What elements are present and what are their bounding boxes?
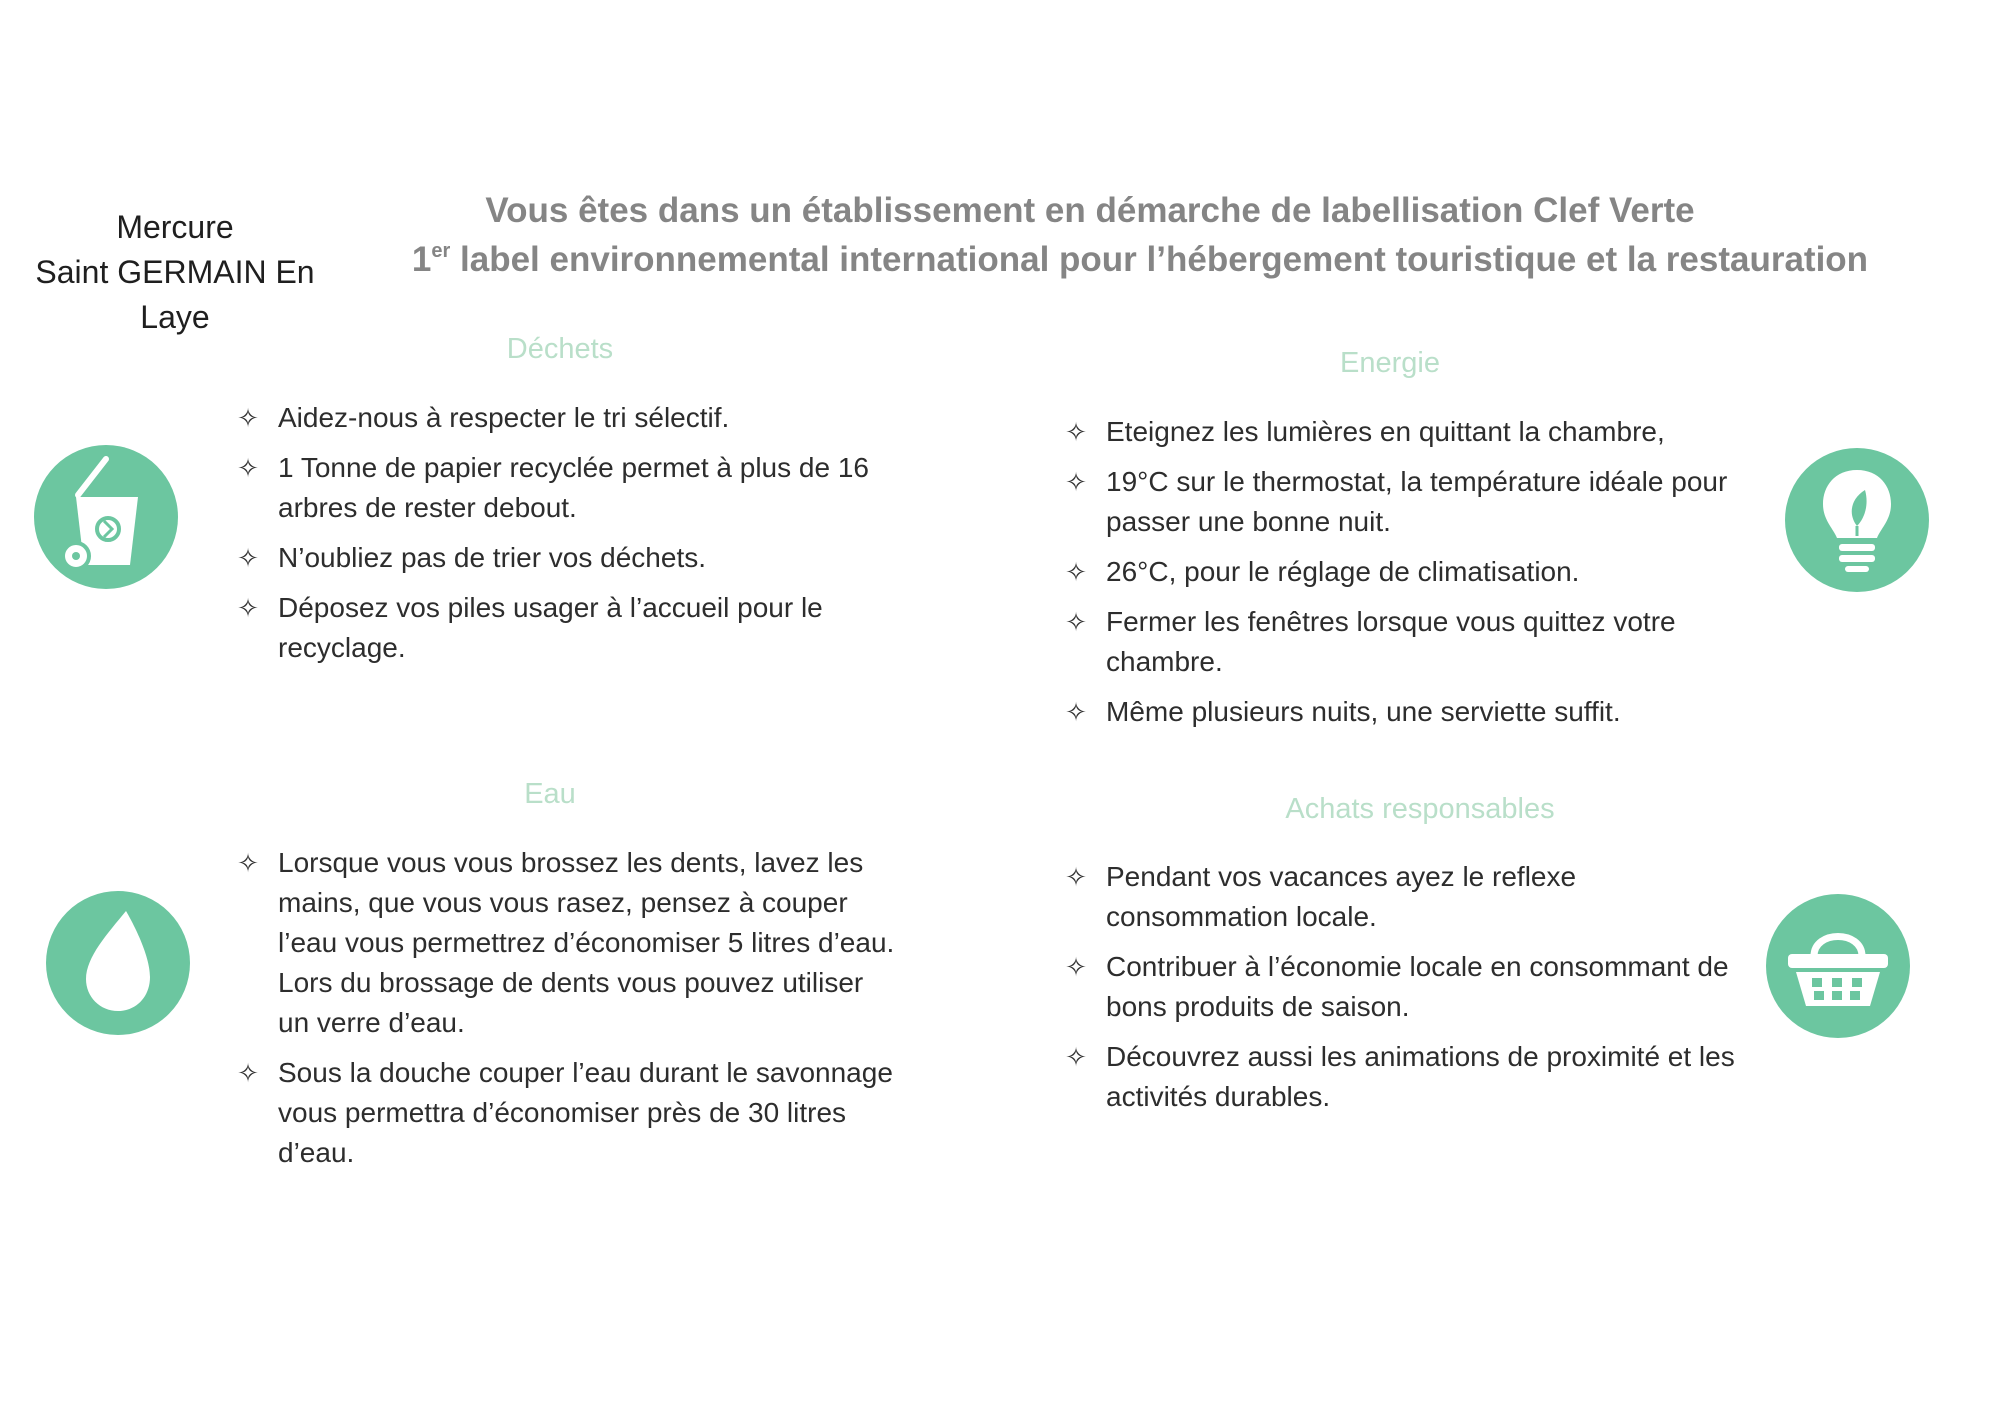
list-item (232, 448, 892, 528)
list-achats (1060, 857, 1760, 1127)
list-item (1060, 602, 1780, 682)
list-item-text: Déposez vos piles usager à l’accueil pour le recyclage. (278, 592, 823, 663)
list-item (1060, 1037, 1760, 1117)
water-drop-icon (46, 891, 190, 1035)
list-item (232, 538, 892, 578)
hotel-name (30, 205, 320, 340)
list-eau (232, 843, 902, 1183)
sparkle-bullet-icon: ✧ (1065, 862, 1087, 892)
headline-title: Vous êtes dans un établissement en démarche de labellisation Clef Verte (485, 191, 1695, 230)
list-item (1060, 552, 1780, 592)
headline-ordinal-number: 1 (411, 240, 432, 279)
list-item (1060, 692, 1780, 732)
hotel-name-line: Mercure (116, 209, 234, 245)
list-item-text: 26°C, pour le réglage de climatisation. (1106, 556, 1580, 587)
list-item-text: Aidez-nous à respecter le tri sélectif. (278, 402, 730, 433)
sparkle-bullet-icon: ✧ (1065, 1042, 1087, 1072)
headline-subtitle-text: label environnemental international pour l’hébergement touristique et la restauration (450, 240, 1869, 279)
list-item (1060, 947, 1760, 1027)
sparkle-bullet-icon: ✧ (237, 1058, 259, 1088)
sparkle-bullet-icon: ✧ (1065, 557, 1087, 587)
list-item (232, 398, 892, 438)
list-item-text: Eteignez les lumières en quittant la chambre, (1106, 416, 1665, 447)
sparkle-bullet-icon: ✧ (237, 403, 259, 433)
list-item (1060, 462, 1780, 542)
list-item-text: Sous la douche couper l’eau durant le savonnage vous permettra d’économiser près de 30 litres d’eau. (278, 1057, 893, 1168)
sparkle-bullet-icon: ✧ (1065, 467, 1087, 497)
recycling-bin-icon (34, 445, 178, 589)
section-title-dechets: Déchets (506, 333, 614, 365)
list-item-text: 1 Tonne de papier recyclée permet à plus de 16 arbres de rester debout. (278, 452, 869, 523)
section-title-energie: Energie (1340, 347, 1440, 379)
headline-subtitle (360, 230, 1920, 281)
headline-ordinal-suffix: er (431, 240, 451, 262)
list-item-text: Même plusieurs nuits, une serviette suffit. (1106, 696, 1621, 727)
sparkle-bullet-icon: ✧ (1065, 607, 1087, 637)
list-item-text: Lorsque vous vous brossez les dents, lavez les mains, que vous vous rasez, pensez à couper l’eau vous permettrez d’économiser 5 litres d’eau. Lors du brossage de dents vous pouvez utiliser un verre d’eau. (278, 847, 895, 1038)
list-item-text: Pendant vos vacances ayez le reflexe consommation locale. (1106, 861, 1577, 932)
sparkle-bullet-icon: ✧ (237, 848, 259, 878)
sparkle-bullet-icon: ✧ (237, 453, 259, 483)
list-item (1060, 857, 1760, 937)
list-item (232, 588, 892, 668)
list-item-text: Contribuer à l’économie locale en consommant de bons produits de saison. (1106, 951, 1729, 1022)
hotel-name-line: Laye (140, 299, 210, 335)
list-item (232, 843, 902, 1043)
sparkle-bullet-icon: ✧ (1065, 417, 1087, 447)
hotel-name-line: Saint GERMAIN En (35, 254, 315, 290)
shopping-basket-icon (1766, 894, 1910, 1038)
list-dechets (232, 398, 892, 678)
section-title-eau: Eau (524, 778, 576, 810)
section-title-achats: Achats responsables (1285, 793, 1555, 825)
list-item (232, 1053, 902, 1173)
list-energie (1060, 412, 1780, 742)
sparkle-bullet-icon: ✧ (1065, 952, 1087, 982)
list-item-text: Découvrez aussi les animations de proximité et les activités durables. (1106, 1041, 1735, 1112)
list-item-text: N’oubliez pas de trier vos déchets. (278, 542, 706, 573)
lightbulb-leaf-icon (1785, 448, 1929, 592)
sparkle-bullet-icon: ✧ (237, 593, 259, 623)
list-item-text: Fermer les fenêtres lorsque vous quittez votre chambre. (1106, 606, 1676, 677)
sparkle-bullet-icon: ✧ (1065, 697, 1087, 727)
list-item (1060, 412, 1780, 452)
list-item-text: 19°C sur le thermostat, la température idéale pour passer une bonne nuit. (1106, 466, 1728, 537)
sparkle-bullet-icon: ✧ (237, 543, 259, 573)
